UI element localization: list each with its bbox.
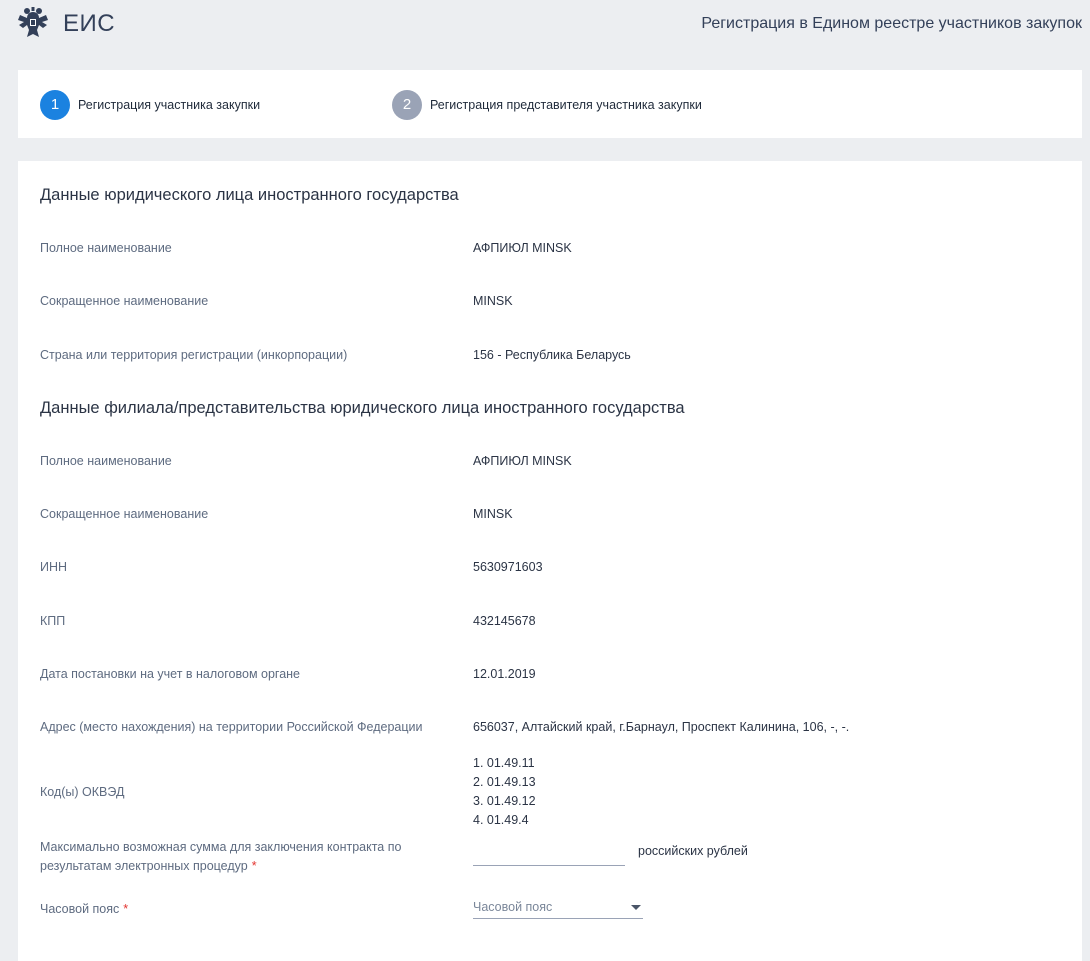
timezone-placeholder: Часовой пояс: [473, 900, 553, 914]
step-2-number: 2: [392, 90, 422, 120]
kpp-value: 432145678: [473, 614, 536, 628]
okved-item: 1. 01.49.11: [473, 756, 535, 770]
foreign-full-name-value: АФПИЮЛ MINSK: [473, 241, 572, 255]
timezone-select[interactable]: [473, 898, 643, 919]
okved-list: [473, 754, 536, 830]
header: [0, 0, 1090, 52]
okved-label: Код(ы) ОКВЭД: [40, 785, 125, 799]
branch-short-name-label: Сокращенное наименование: [40, 507, 209, 521]
max-sum-label: [40, 838, 430, 876]
chevron-down-icon: [631, 905, 641, 910]
foreign-full-name-label: Полное наименование: [40, 241, 172, 255]
tax-registration-date-label: Дата постановки на учет в налоговом органе: [40, 667, 301, 681]
registration-form-card: [18, 161, 1082, 961]
address-value: 656037, Алтайский край, г.Барнаул, Проспект Калинина, 106, -, -.: [473, 720, 850, 734]
step-1-label: Регистрация участника закупки: [78, 97, 261, 112]
branch-full-name-value: АФПИЮЛ MINSK: [473, 454, 572, 468]
branch-short-name-value: MINSK: [473, 507, 513, 521]
country-label: Страна или территория регистрации (инкорпорации): [40, 348, 348, 362]
step-1-number: 1: [40, 90, 70, 120]
page-title: Регистрация в Едином реестре участников закупок: [701, 15, 1082, 32]
address-label: Адрес (место нахождения) на территории Российской Федерации: [40, 720, 423, 734]
kpp-label: КПП: [40, 614, 66, 628]
branch-full-name-label: Полное наименование: [40, 454, 172, 468]
country-value: 156 - Республика Беларусь: [473, 348, 631, 362]
required-mark: *: [123, 902, 129, 916]
foreign-entity-section-title: Данные юридического лица иностранного государства: [40, 186, 459, 204]
timezone-label: [40, 900, 440, 919]
max-sum-unit: российских рублей: [638, 844, 748, 858]
timezone-label-text: Часовой пояс: [40, 902, 120, 916]
step-1[interactable]: [40, 89, 260, 120]
branch-section-title: Данные филиала/представительства юридического лица иностранного государства: [40, 399, 685, 417]
step-2[interactable]: [392, 89, 702, 120]
inn-value: 5630971603: [473, 560, 543, 574]
max-sum-label-text: Максимально возможная сумма для заключения контракта по результатам электронных процедур: [40, 840, 402, 873]
inn-label: ИНН: [40, 560, 68, 574]
required-mark: *: [251, 859, 257, 873]
okved-item: 2. 01.49.13: [473, 775, 536, 789]
eagle-emblem-icon[interactable]: [16, 6, 50, 40]
tax-registration-date-value: 12.01.2019: [473, 667, 536, 681]
foreign-short-name-value: MINSK: [473, 294, 513, 308]
foreign-short-name-label: Сокращенное наименование: [40, 294, 209, 308]
max-sum-input[interactable]: [473, 845, 625, 866]
registration-steps: [18, 70, 1082, 138]
app-name[interactable]: ЕИС: [63, 10, 116, 37]
step-2-label: Регистрация представителя участника закупки: [430, 97, 702, 112]
okved-item: 4. 01.49.4: [473, 813, 529, 827]
okved-item: 3. 01.49.12: [473, 794, 536, 808]
